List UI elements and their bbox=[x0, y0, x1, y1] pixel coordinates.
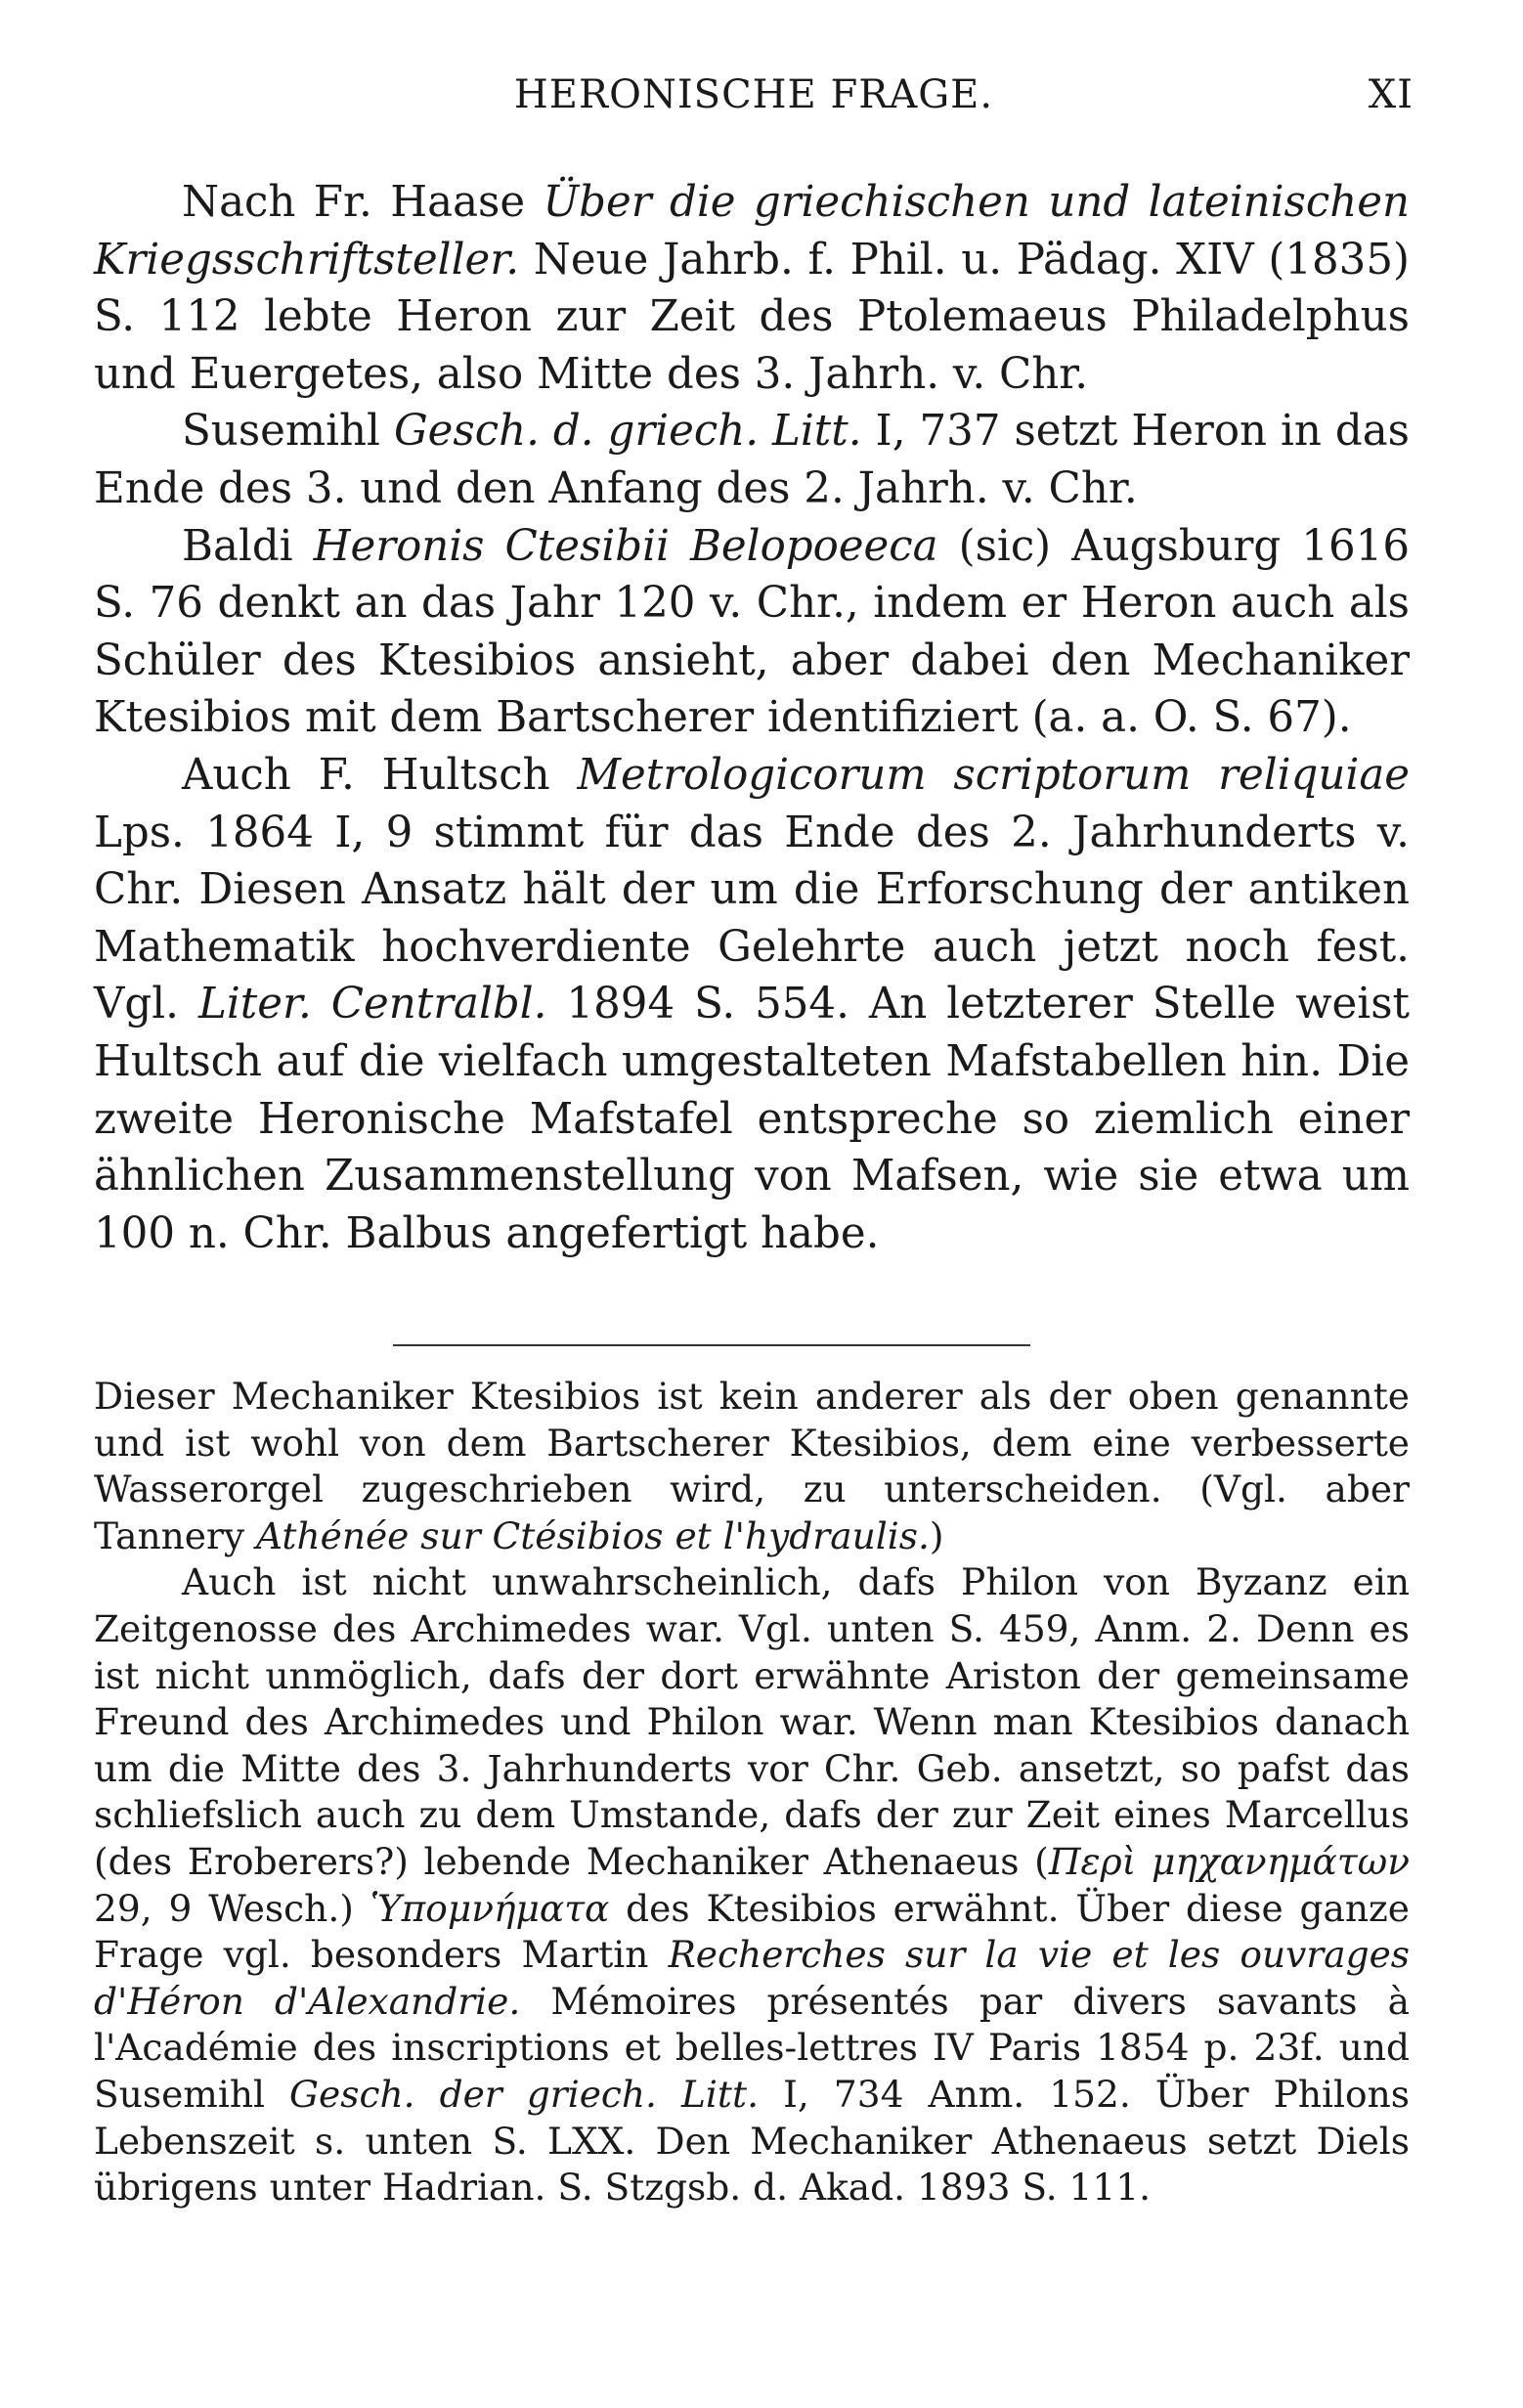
text-run: Dieser Mechaniker Ktesibios ist kein anderer als der oben genannte und ist wohl von dem Bartscherer Ktesibios, dem eine verbesserte Wasserorgel zugeschrieben wird, zu unterscheiden. (Vgl. aber Tannery bbox=[94, 1375, 1410, 1557]
text-run: Neue Jahrb. f. Phil. u. Pädag. XIV (1835) S. 112 lebte Heron zur Zeit des Ptolemaeus Philadelphus und Euergetes, also Mitte des 3. Jahrh. v. Chr. bbox=[94, 235, 1410, 399]
book-title: Gesch. der griech. Litt. bbox=[289, 2072, 759, 2116]
text-run: Baldi bbox=[182, 521, 314, 571]
text-run: Lps. 1864 I, 9 stimmt für das Ende des 2. Jahrhunderts v. Chr. Diesen Ansatz hält der um die Erforschung der antiken Mathematik hochverdiente Gelehrte auch jetzt noch fest. Vgl. bbox=[94, 808, 1410, 1029]
text-run: Auch F. Hultsch bbox=[182, 750, 578, 800]
text-run: Auch ist nicht unwahrscheinlich, dafs Philon von Byzanz ein Zeitgenosse des Archimedes war. Vgl. unten S. 459, Anm. 2. Denn es ist nicht unmöglich, dafs der dort erwähnte Ariston der gemeinsame Freund des Archimedes und Philon war. Wenn man Ktesibios danach um die Mitte des 3. Jahrhunderts vor Chr. Geb. ansetzt, so pafst das schliefslich auch zu dem Umstande, dafs der zur Zeit eines Marcellus (des Eroberers?) lebende Mechaniker Athenaeus ( bbox=[94, 1560, 1410, 1883]
text-run: ) bbox=[929, 1513, 944, 1557]
book-title: Athénée sur Ctésibios et l'hydraulis. bbox=[256, 1513, 930, 1557]
paragraph-haase bbox=[94, 174, 1410, 403]
text-run: des Ktesibios erwähnt. Über diese ganze Frage vgl. besonders Martin bbox=[94, 1886, 1410, 1977]
book-title: Recherches sur la vie et les ouvrages d'Héron d'Alexandrie. bbox=[94, 1933, 1411, 2023]
text-run: I, 737 setzt Heron in das Ende des 3. und den Anfang des 2. Jahrh. v. Chr. bbox=[94, 407, 1410, 513]
running-header bbox=[94, 72, 1414, 121]
main-text bbox=[94, 174, 1410, 1262]
book-title: Gesch. d. griech. Litt. bbox=[393, 407, 862, 457]
text-run: 1894 S. 554. An letzterer Stelle weist Hultsch auf die vielfach umgestalteten Mafstabellen hin. Die zweite Heronische Mafstafel entspreche so ziemlich einer ähnlichen Zusammenstellung von Mafsen, wie sie etwa um 100 n. Chr. Balbus angefertigt habe. bbox=[94, 980, 1410, 1258]
book-title: Über die griechischen und lateinischen Kriegsschriftsteller. bbox=[94, 178, 1410, 285]
page-number: XI bbox=[1368, 72, 1414, 117]
book-title: Heronis Ctesibii Belopoeeca bbox=[313, 521, 938, 571]
text-run: Mémoires présentés par divers savants à l'Académie des inscriptions et belles-lettres IV Paris 1854 p. 23f. und Susemihl bbox=[94, 1979, 1410, 2116]
footnote-paragraph-ktesibios bbox=[94, 1374, 1410, 1559]
text-run: Susemihl bbox=[182, 407, 394, 457]
footnote-paragraph-philon bbox=[94, 1559, 1410, 2211]
text-run: 29, 9 Wesch.) bbox=[94, 1886, 370, 1930]
text-run: Nach Fr. Haase bbox=[182, 178, 544, 227]
book-title: Metrologicorum scriptorum reliquiae bbox=[577, 750, 1410, 800]
text-run: (sic) Augsburg 1616 S. 76 denkt an das Jahr 120 v. Chr., indem er Heron auch als Schüler des Ktesibios ansieht, aber dabei den Mechaniker Ktesibios mit dem Bartscherer identifiziert (a. a. O. S. 67). bbox=[94, 521, 1410, 743]
greek-title: Ὑπομνήματα bbox=[370, 1886, 610, 1930]
journal-title: Liter. Centralbl. bbox=[197, 980, 547, 1029]
footnote-divider bbox=[393, 1344, 1030, 1346]
paragraph-hultsch bbox=[94, 747, 1410, 1262]
paragraph-baldi bbox=[94, 518, 1410, 747]
running-title: HERONISCHE FRAGE. bbox=[513, 72, 994, 117]
greek-title: Περὶ μηχανημάτων bbox=[1048, 1839, 1411, 1883]
text-run: I, 734 Anm. 152. Über Philons Lebenszeit s. unten S. LXX. Den Mechaniker Athenaeus setzt Diels übrigens unter Hadrian. S. Stzgsb. d. Akad. 1893 S. 111. bbox=[94, 2072, 1410, 2210]
footnote bbox=[94, 1374, 1410, 2211]
paragraph-susemihl bbox=[94, 403, 1410, 517]
